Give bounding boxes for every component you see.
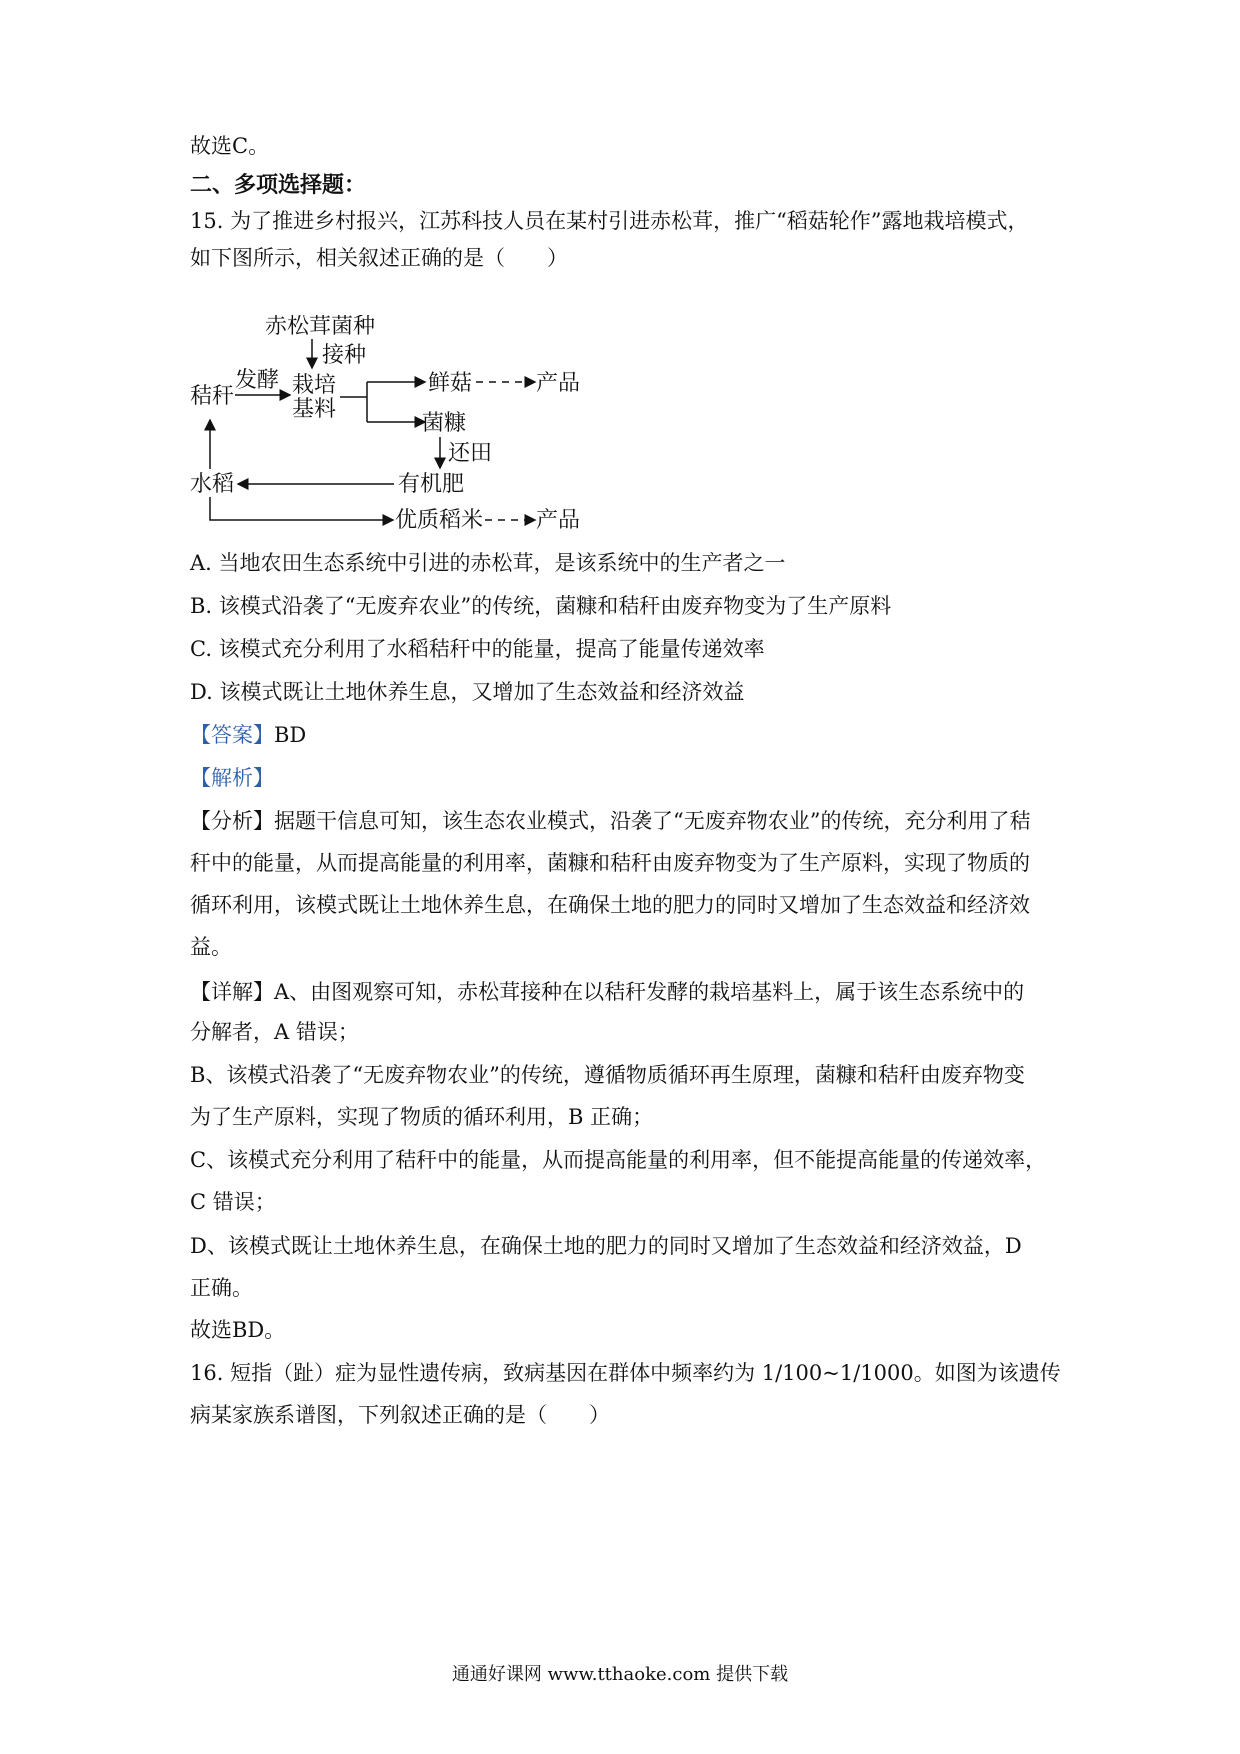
fenxi-tag: 【分析】 xyxy=(190,809,274,833)
node-organic-fertilizer: 有机肥 xyxy=(398,472,465,497)
q15-fenxi-line3: 循环利用，该模式既让土地休养生息，在确保土地的肥力的同时又增加了生态效益和经济效 xyxy=(190,893,1030,917)
q15-analysis-tag xyxy=(190,764,1070,792)
answer-tag: 【答案】 xyxy=(190,723,274,747)
q15-option-b: B. 该模式沿袭了“无废弃农业”的传统，菌糠和秸秆由废弃物变为了生产原料 xyxy=(190,594,892,618)
q15-xiangjie-line1 xyxy=(190,978,1070,1006)
rice-mushroom-rotation-diagram xyxy=(180,315,640,535)
q15-option-c: C. 该模式充分利用了水稻秸秆中的能量，提高了能量传递效率 xyxy=(190,637,765,661)
q15-xiangjie-line5: C、该模式充分利用了秸秆中的能量，从而提高能量的利用率，但不能提高能量的传递效率， xyxy=(190,1148,1047,1172)
page-footer: 通通好课网 www.tthaoke.com 提供下载 xyxy=(451,1664,789,1685)
node-straw: 秸秆 xyxy=(190,384,235,409)
q15-xiangjie-line3: B、该模式沿袭了“无废弃物农业”的传统，遵循物质循环再生原理，菌糠和秸秆由废弃物变 xyxy=(190,1063,1025,1087)
xiangjie-tag: 【详解】 xyxy=(190,980,274,1004)
fenxi-text-0: 据题干信息可知，该生态农业模式，沿袭了“无废弃物农业”的传统，充分利用了秸 xyxy=(274,809,1031,833)
xiangjie-text-0: A、由图观察可知，赤松茸接种在以秸秆发酵的栽培基料上，属于该生态系统中的 xyxy=(274,980,1025,1004)
q15-xiangjie-line4: 为了生产原料，实现了物质的循环利用，B 正确； xyxy=(190,1105,654,1129)
q15-fenxi-line4: 益。 xyxy=(190,935,232,959)
label-return-field: 还田 xyxy=(448,441,493,466)
arrow-to-quality-rice xyxy=(210,497,393,520)
q15-fenxi-line1 xyxy=(190,807,1070,835)
q15-option-a: A. 当地农田生态系统中引进的赤松茸，是该系统中的生产者之一 xyxy=(190,551,786,575)
answer-value: BD xyxy=(274,723,307,747)
q15-fenxi-line2: 秆中的能量，从而提高能量的利用率，菌糠和秸秆由废弃物变为了生产原料，实现了物质的 xyxy=(190,851,1030,875)
q16-stem-line2: 病某家族系谱图，下列叙述正确的是（ ） xyxy=(190,1403,610,1427)
previous-answer: 故选C。 xyxy=(190,134,270,158)
node-product1: 产品 xyxy=(536,371,581,396)
q16-stem-line1: 16. 短指（趾）症为显性遗传病，致病基因在群体中频率约为 1/100~1/1000。如图为该遗传 xyxy=(190,1361,1061,1385)
q15-stem-line2: 如下图所示，相关叙述正确的是（ ） xyxy=(190,246,568,270)
q15-xiangjie-line2: 分解者，A 错误； xyxy=(190,1020,359,1044)
node-fresh-mushroom: 鲜菇 xyxy=(428,371,473,396)
q15-final-answer: 故选BD。 xyxy=(190,1318,286,1342)
node-strain: 赤松茸菌种 xyxy=(265,315,376,339)
analysis-tag: 【解析】 xyxy=(190,766,274,790)
node-quality-rice: 优质稻米 xyxy=(395,508,484,533)
node-substrate-top: 栽培 xyxy=(292,373,337,398)
node-substrate-bottom: 基料 xyxy=(292,397,337,422)
node-rice: 水稻 xyxy=(190,472,235,497)
q15-xiangjie-line6: C 错误； xyxy=(190,1190,276,1214)
q15-xiangjie-line7: D、该模式既让土地休养生息，在确保土地的肥力的同时又增加了生态效益和经济效益，D xyxy=(190,1234,1022,1258)
section-heading: 二、多项选择题： xyxy=(190,173,367,198)
q15-stem-line1: 15. 为了推进乡村报兴，江苏科技人员在某村引进赤松茸，推广“稻菇轮作”露地栽培模式， xyxy=(190,209,1029,233)
label-inoculate: 接种 xyxy=(322,343,367,368)
q15-xiangjie-line8: 正确。 xyxy=(190,1276,253,1300)
label-ferment: 发酵 xyxy=(235,368,280,393)
q15-answer xyxy=(190,721,1070,749)
node-fungal-bran: 菌糠 xyxy=(422,411,467,436)
node-product2: 产品 xyxy=(536,508,581,533)
q15-option-d: D. 该模式既让土地休养生息，又增加了生态效益和经济效益 xyxy=(190,680,745,704)
